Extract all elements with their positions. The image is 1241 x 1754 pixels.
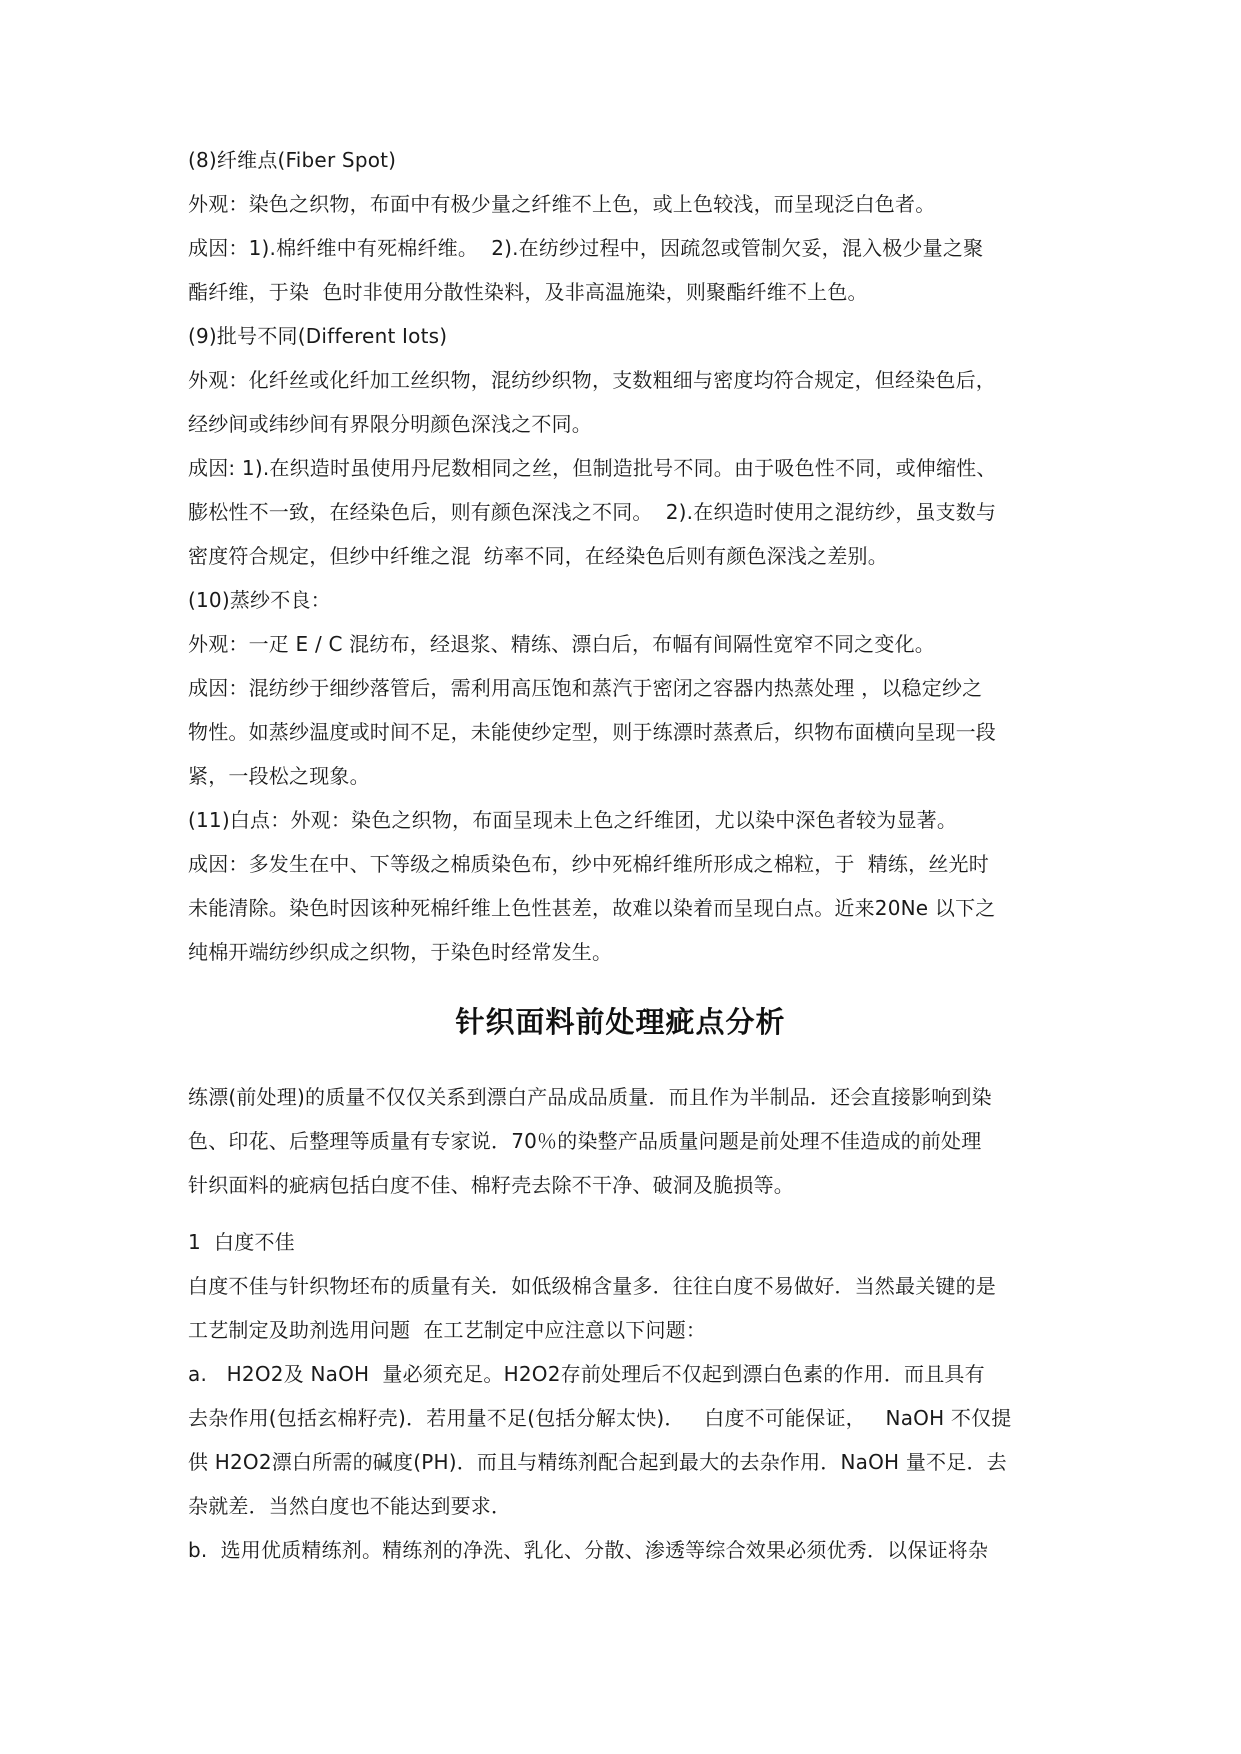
intro-paragraph <box>188 1075 1068 1207</box>
text-line: 外观：染色之织物，布面中有极少量之纤维不上色，或上色较浅，而呈现泛白色者。 <box>188 192 936 216</box>
text-line: (11)白点：外观：染色之织物，布面呈现未上色之纤维团，尤以染中深色者较为显著。 <box>188 808 958 832</box>
text-line: 紧，一段松之现象。 <box>188 764 370 788</box>
text-line: 未能清除。染色时因该种死棉纤维上色性甚差，故难以染着而呈现白点。近来20Ne 以下之 <box>188 896 996 920</box>
text-line: 成因：混纺纱于细纱落管后，需利用高压饱和蒸汽于密闭之容器内热蒸处理 ，以稳定纱之 <box>188 676 983 700</box>
section-one <box>188 138 1068 974</box>
text-line: 1 白度不佳 <box>188 1230 295 1254</box>
text-line: 供 H2O2漂白所需的碱度(PH)．而且与精练剂配合起到最大的去杂作用．NaOH 量不足．去 <box>188 1450 1007 1474</box>
section-two <box>188 1220 1068 1572</box>
text-line: 经纱间或纬纱间有界限分明颜色深浅之不同。 <box>188 412 592 436</box>
text-line: (10)蒸纱不良： <box>188 588 331 612</box>
section-title: 针织面料前处理疵点分析 <box>455 1005 786 1039</box>
text-line: 白度不佳与针织物坯布的质量有关．如低级棉含量多．往往白度不易做好．当然最关键的是 <box>188 1274 996 1298</box>
text-line: 物性。如蒸纱温度或时间不足，未能使纱定型，则于练漂时蒸煮后，织物布面横向呈现一段 <box>188 720 996 744</box>
text-line: 杂就差．当然白度也不能达到要求． <box>188 1494 512 1518</box>
text-line: a. H2O2及 NaOH 量必须充足。H2O2存前处理后不仅起到漂白色素的作用．而且具有 <box>188 1362 985 1386</box>
text-line: 去杂作用(包括玄棉籽壳)．若用量不足(包括分解太快)． 白度不可能保证， NaOH 不仅提 <box>188 1406 1012 1430</box>
text-line: 纯棉开端纺纱织成之织物，于染色时经常发生。 <box>188 940 613 964</box>
text-line: 密度符合规定，但纱中纤维之混 纺率不同，在经染色后则有颜色深浅之差别。 <box>188 544 888 568</box>
text-line: 外观：一疋 E / C 混纺布，经退浆、精练、漂白后，布幅有间隔性宽窄不同之变化。 <box>188 632 935 656</box>
text-line: 成因：1).棉纤维中有死棉纤维。 2).在纺纱过程中，因疏忽或管制欠妥，混入极少量之聚 <box>188 236 984 260</box>
text-line: 工艺制定及助剂选用问题 在工艺制定中应注意以下问题： <box>188 1318 707 1342</box>
text-line: 膨松性不一致，在经染色后，则有颜色深浅之不同。 2).在织造时使用之混纺纱，虽支数与 <box>188 500 997 524</box>
text-line: 成因：多发生在中、下等级之棉质染色布，纱中死棉纤维所形成之棉粒，于 精练，丝光时 <box>188 852 989 876</box>
text-line: 外观：化纤丝或化纤加工丝织物，混纺纱织物，支数粗细与密度均符合规定，但经染色后， <box>188 368 996 392</box>
text-line: (8)纤维点(Fiber Spot) <box>188 148 397 172</box>
text-line: 针织面料的疵病包括白度不佳、棉籽壳去除不干净、破洞及脆损等。 <box>188 1173 794 1197</box>
text-line: 色、印花、后整理等质量有专家说．70％的染整产品质量问题是前处理不佳造成的前处理 <box>188 1129 982 1153</box>
text-line: 成因: 1).在织造时虽使用丹尼数相同之丝，但制造批号不同。由于吸色性不同，或伸缩性、 <box>188 456 997 480</box>
text-line: 酯纤维，于染 色时非使用分散性染料，及非高温施染，则聚酯纤维不上色。 <box>188 280 868 304</box>
text-line: b. 选用优质精练剂。精练剂的净洗、乳化、分散、渗透等综合效果必须优秀．以保证将杂 <box>188 1538 989 1562</box>
text-line: (9)批号不同(Different Iots) <box>188 324 448 348</box>
text-line: 练漂(前处理)的质量不仅仅关系到漂白产品成品质量．而且作为半制品．还会直接影响到染 <box>188 1085 992 1109</box>
